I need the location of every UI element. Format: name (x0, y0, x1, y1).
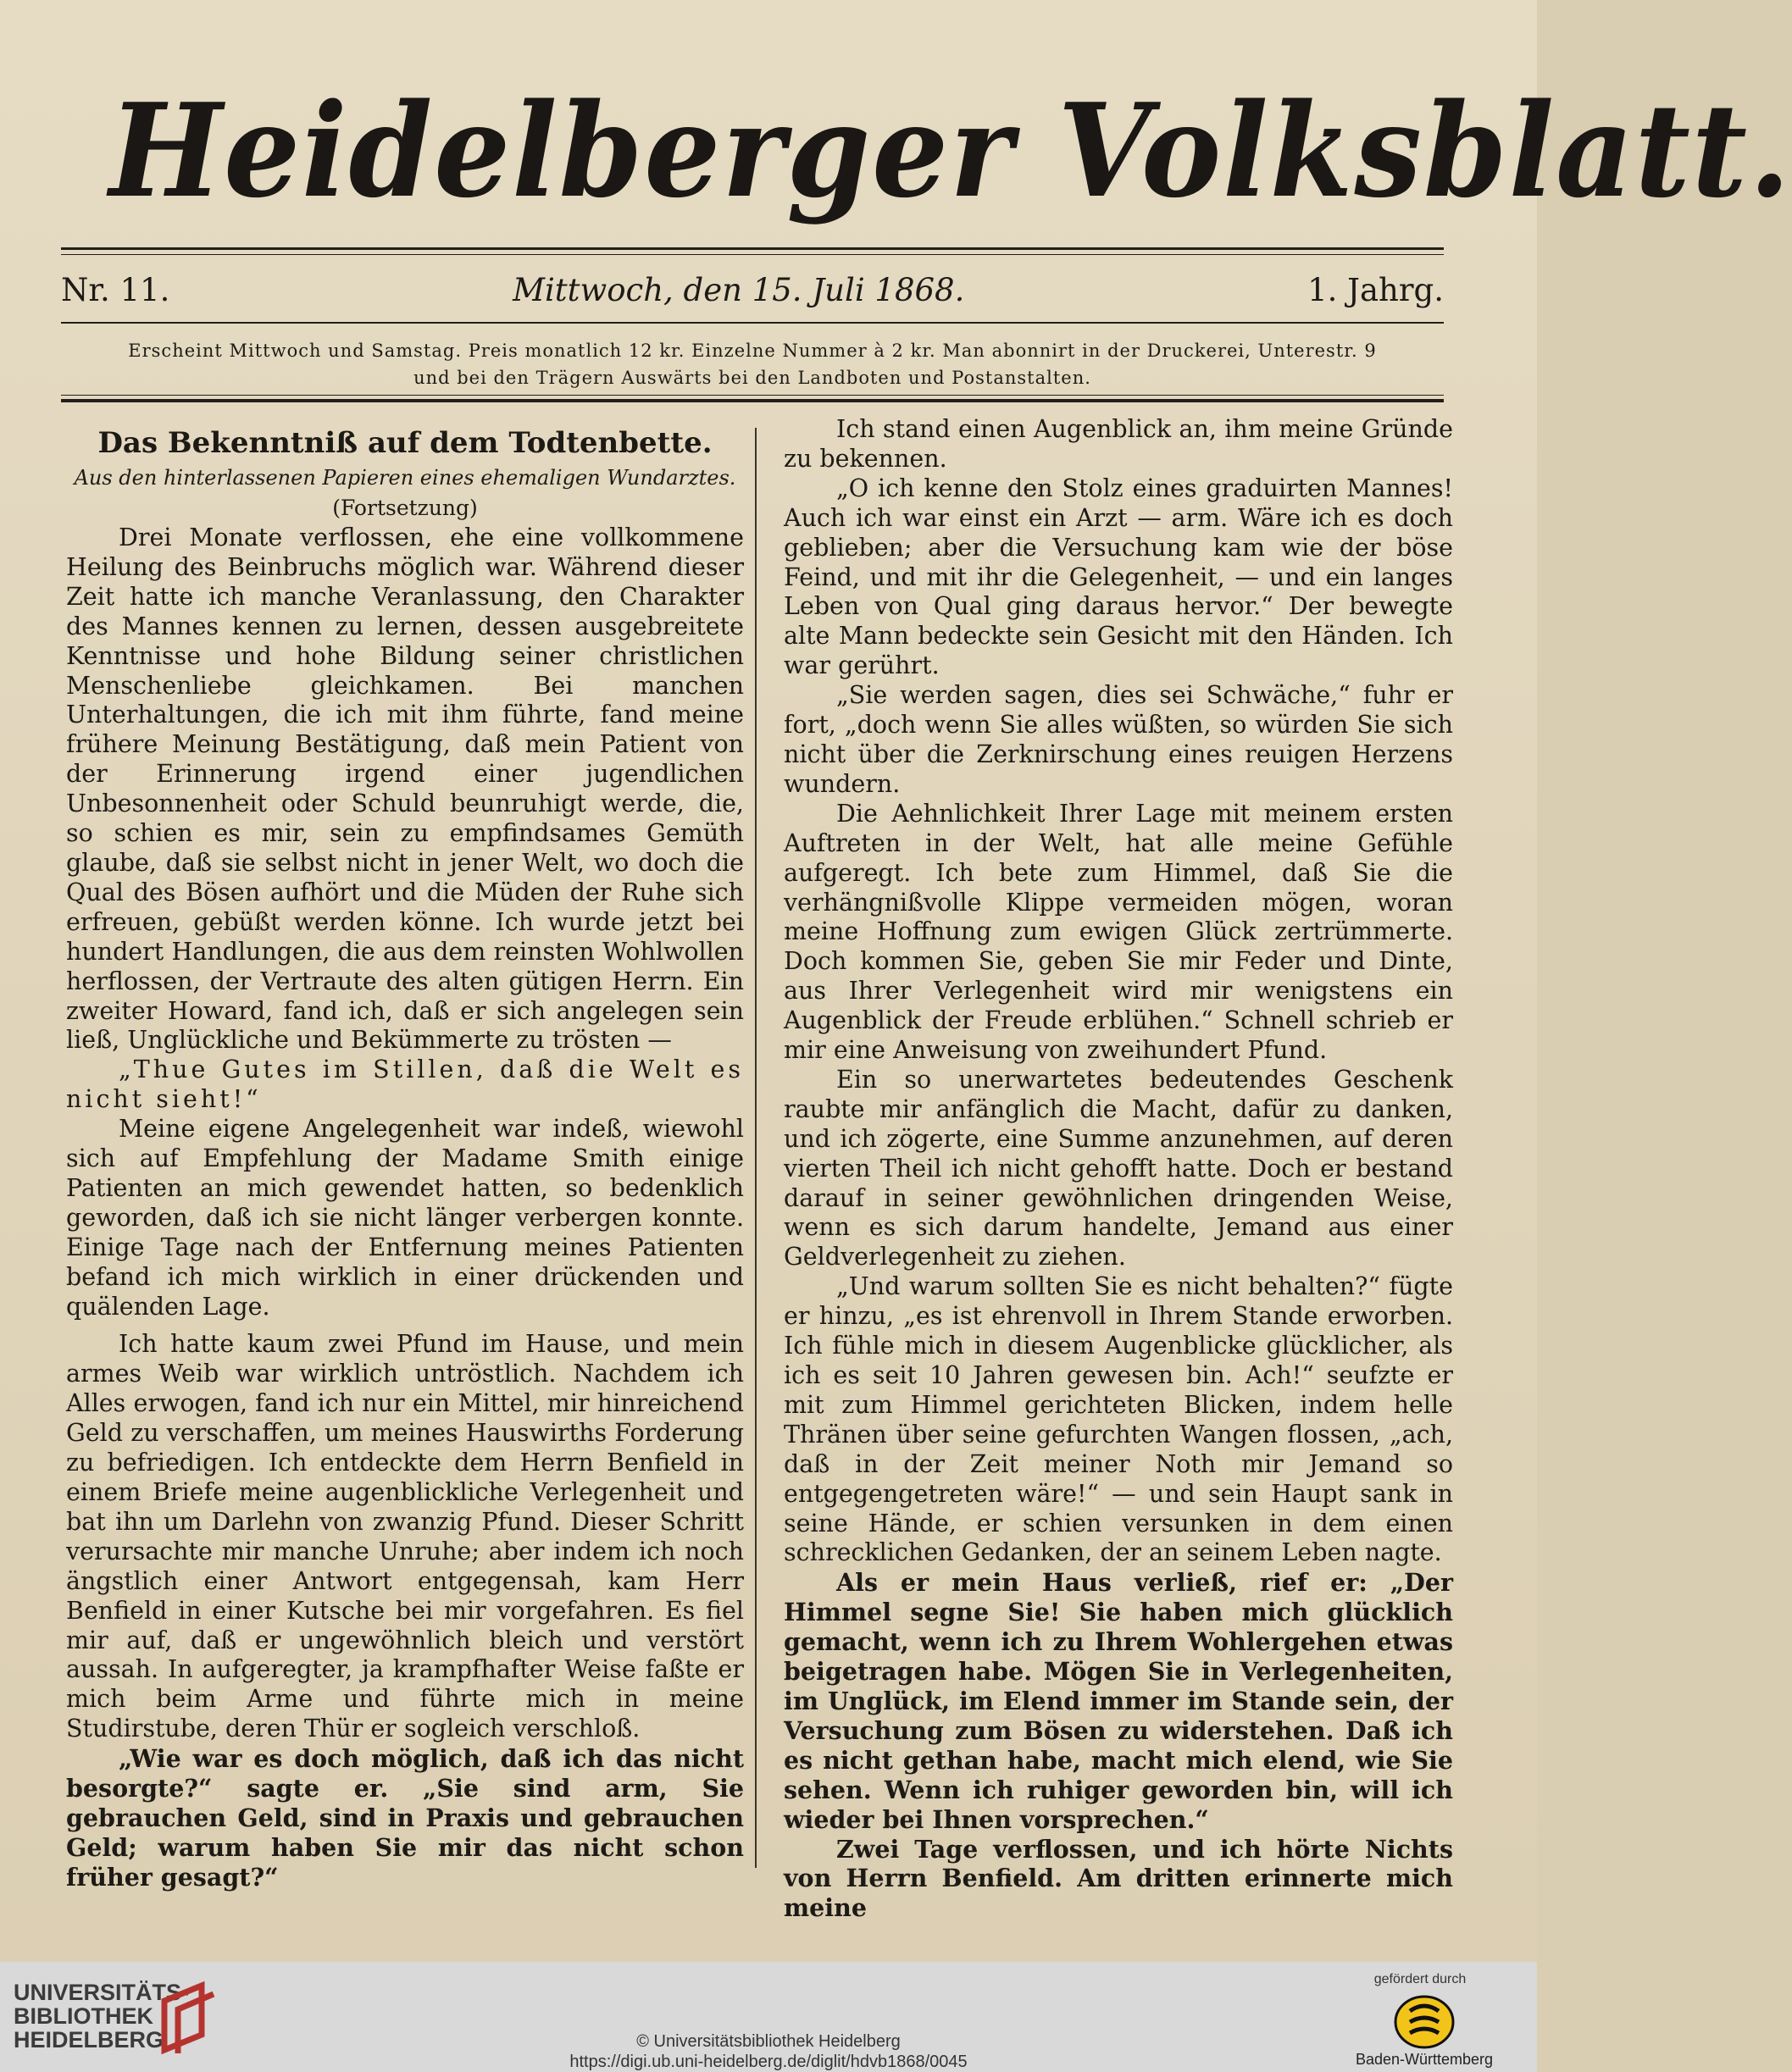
rule-mid (61, 322, 1444, 324)
paragraph: Zwei Tage verflossen, und ich hörte Nichts von Herrn Benfield. Am dritten erinnerte mich meine (784, 1834, 1453, 1923)
right-column (784, 415, 1453, 1923)
paragraph: „Wie war es doch möglich, daß ich das nicht besorgte?“ sagte er. „Sie sind arm, Sie gebrauchen Geld, sind in Praxis und gebrauchen Geld; warum haben Sie mir das nicht schon früher gesagt?“ (66, 1744, 744, 1892)
paragraph: Ein so unerwartetes bedeutendes Geschenk raubte mir anfänglich die Macht, dafür zu danken, und ich zögerte, eine Summe anzunehmen, auf deren vierten Theil ich nicht gehofft hatte. Doch er bestand darauf in seiner gewöhnlichen dringenden Weise, wenn es sich darum handelte, Jemand aus einer Geldverlegenheit zu ziehen. (784, 1065, 1453, 1271)
paragraph: Ich stand einen Augenblick an, ihm meine Gründe zu bekennen. (784, 415, 1453, 473)
dateline (61, 264, 1444, 315)
source-url[interactable]: https://digi.ub.uni-heidelberg.de/diglit/hdvb1868/0045 (569, 2053, 968, 2071)
rule-top (61, 247, 1444, 250)
article-continuation: (Fortsetzung) (332, 496, 478, 520)
subscription-line-1: Erscheint Mittwoch und Samstag. Preis monatlich 12 kr. Einzelne Nummer à 2 kr. Man abonnirt in der Druckerei, Unterestr. 9 (128, 341, 1377, 361)
paragraph: „Und warum sollten Sie es nicht behalten?“ fügte er hinzu, „es ist ehrenvoll in Ihrem Stande erworben. Ich fühle mich in diesem Augenblicke glücklicher, als ich es seit 10 Jahren gewesen bin. Ach!“ seufzte er mit zum Himmel gerichteten Blicken, indem helle Thränen über seine gefurchten Wangen flossen, „ach, daß in der Zeit meiner Noth mir Jemand so entgegengetreten wäre!“ — und sein Haupt sank in seine Hände, er schien versunken in dem einen schrecklichen Gedanken, der an seinem Leben nagte. (784, 1272, 1453, 1567)
issue-number: Nr. 11. (61, 271, 170, 308)
article-subtitle: Aus den hinterlassenen Papieren eines ehemaligen Wundarztes. (74, 466, 736, 490)
rule-bottom-thin (61, 395, 1444, 396)
paragraph: Drei Monate verflossen, ehe eine vollkommene Heilung des Beinbruchs möglich war. Während dieser Zeit hatte ich manche Veranlassung, den Charakter des Mannes kennen zu lernen, dessen ausgebreitete Kenntnisse und hohe Bildung seiner christlichen Menschenliebe gleichkamen. Bei manchen Unterhaltungen, die ich mit ihm führte, fand meine frühere Meinung Bestätigung, daß mein Patient von der Erinnerung irgend einer jugendlichen Unbesonnenheit oder Schuld beunruhigt werde, die, so schien es mir, sein zu empfindsames Gemüth glaube, daß sie selbst nicht in jener Welt, wo doch die Qual des Bösen aufhört und die Müden der Ruhe sich erfreuen, gebüßt werden könne. Ich wurde jetzt bei hundert Handlungen, die aus dem reinsten Wohlwollen herflossen, der Vertraute des alten gütigen Herrn. Ein zweiter Howard, fand ich, daß er sich angelegen sein ließ, Unglückliche und Bekümmerte zu trösten — (66, 524, 744, 1055)
copyright-block (0, 2031, 1537, 2072)
funding-label: gefördert durch (1373, 1972, 1467, 1986)
funding-name: Baden-Württemberg (1355, 2051, 1494, 2068)
issue-date: Mittwoch, den 15. Juli 1868. (513, 271, 965, 308)
paragraph-quote: „Thue Gutes im Stillen, daß die Welt es nicht sieht!“ (66, 1055, 744, 1114)
digitization-footer (0, 1962, 1537, 2072)
paragraph: Meine eigene Angelegenheit war indeß, wiewohl sich auf Empfehlung der Madame Smith einige Patienten an mich gewendet hatten, so bedenklich geworden, daß ich sie nicht länger verbergen konnte. Einige Tage nach der Entfernung meines Patienten befand ich mich wirklich in einer drückenden und quälenden Lage. (66, 1115, 744, 1321)
column-divider (755, 428, 757, 1868)
coat-of-arms-icon[interactable] (1386, 1992, 1462, 2052)
paragraph: Die Aehnlichkeit Ihrer Lage mit meinem ersten Auftreten in der Welt, hat alle meine Gefühle aufgeregt. Ich bete zum Himmel, daß Sie die verhängnißvolle Klippe vermeiden mögen, woran meine Hoffnung zum ewigen Glück zertrümmerte. Doch kommen Sie, geben Sie mir Feder und Dinte, aus Ihrer Verlegenheit wird mir wenigstens ein Augenblick der Freude erblühen.“ Schnell schrieb er mir eine Anweisung von zweihundert Pfund. (784, 799, 1453, 1065)
masthead-title: Heidelberger Volksblatt. (108, 75, 1792, 226)
paragraph: „O ich kenne den Stolz eines graduirten Mannes! Auch ich war einst ein Arzt — arm. Wäre ich es doch geblieben; aber die Versuchung kam wie der böse Feind, und mit ihr die Gelegenheit, — und ein langes Leben von Qual ging daraus hervor.“ Der bewegte alte Mann bedeckte sein Gesicht mit den Händen. Ich war gerührt. (784, 474, 1453, 680)
volume-number: 1. Jahrg. (1307, 271, 1444, 308)
paragraph: Ich hatte kaum zwei Pfund im Hause, und mein armes Weib war wirklich untröstlich. Nachdem ich Alles erwogen, fand ich nur ein Mittel, mir hinreichend Geld zu verschaffen, um meines Hauswirths Forderung zu befriedigen. Ich entdeckte dem Herrn Benfield in einem Briefe meine augenblickliche Verlegenheit und bat ihn um Darlehn von zwanzig Pfund. Dieser Schritt verursachte mir manche Unruhe; aber indem ich noch ängstlich einer Antwort entgegensah, kam Herr Benfield in einer Kutsche bei mir vorgefahren. Es fiel mir auf, daß er ungewöhnlich bleich und verstört aussah. In aufgeregter, ja krampfhafter Weise faßte er mich beim Arme und führte mich in meine Studirstube, deren Thür er sogleich verschloß. (66, 1330, 744, 1743)
subscription-info (61, 337, 1444, 391)
left-column (66, 415, 744, 1892)
copyright-text: © Universitätsbibliothek Heidelberg (636, 2032, 901, 2051)
paragraph: „Sie werden sagen, dies sei Schwäche,“ fuhr er fort, „doch wenn Sie alles wüßten, so würden Sie sich nicht über die Zerknirschung eines reuigen Herzens wundern. (784, 681, 1453, 798)
subscription-line-2: und bei den Trägern Auswärts bei den Landboten und Postanstalten. (413, 368, 1091, 388)
library-logo-text[interactable]: UNIVERSITÄTS- BIBLIOTHEK HEIDELBERG (14, 1980, 190, 2053)
rule-bottom (61, 399, 1444, 402)
paragraph: Als er mein Haus verließ, rief er: „Der Himmel segne Sie! Sie haben mich glücklich gemacht, wenn ich zu Ihrem Wohlergehen etwas beigetragen habe. Mögen Sie in Verlegenheiten, im Unglück, im Elend immer im Stande sein, der Versuchung zum Bösen zu widerstehen. Daß ich es nicht gethan habe, macht mich elend, wie Sie sehen. Wenn ich ruhiger geworden bin, will ich wieder bei Ihnen vorsprechen.“ (784, 1568, 1453, 1834)
article-title: Das Bekenntniß auf dem Todtenbette. (97, 426, 713, 460)
rule-top-thin (61, 254, 1444, 255)
